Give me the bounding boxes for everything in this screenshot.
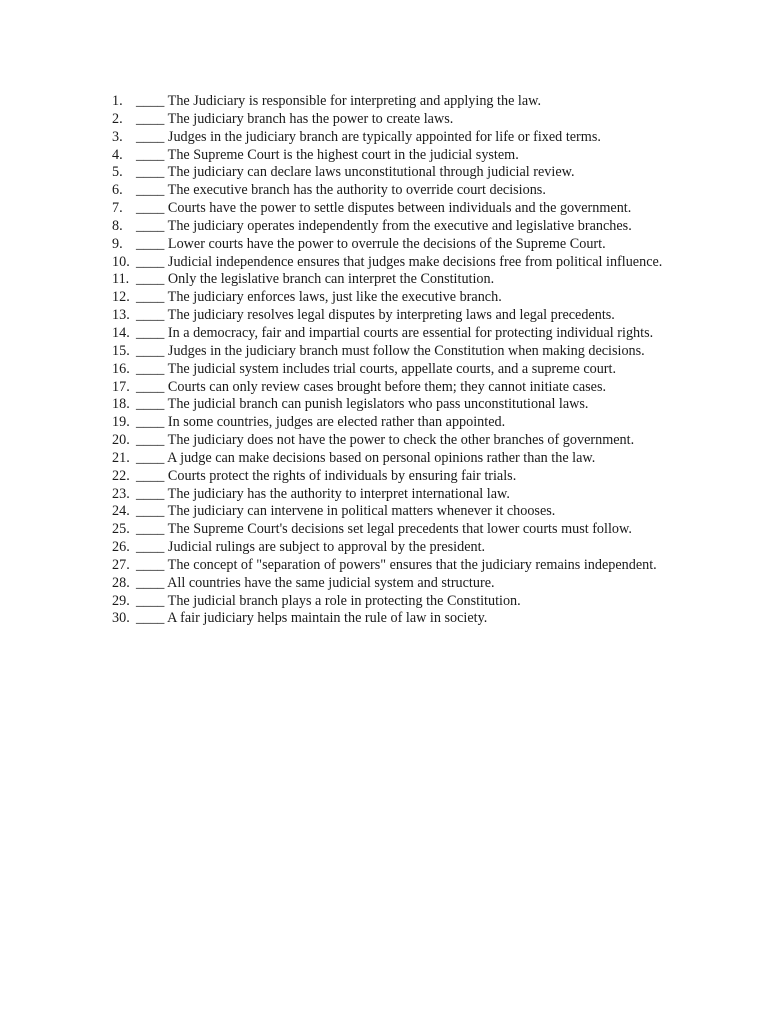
question-text: In some countries, judges are elected rather than appointed. (167, 414, 506, 431)
question-item (112, 182, 682, 200)
answer-blank: ____ (136, 146, 165, 163)
question-number: 25. (112, 521, 130, 538)
question-number: 30. (112, 610, 130, 627)
answer-blank: ____ (136, 271, 165, 288)
answer-blank: ____ (136, 164, 165, 181)
question-text: A judge can make decisions based on personal opinions rather than the law. (167, 449, 596, 466)
question-number: 5. (112, 164, 123, 181)
question-number: 11. (112, 271, 130, 288)
question-body (136, 325, 682, 343)
question-item (112, 325, 682, 343)
question-text: Lower courts have the power to overrule the decisions of the Supreme Court. (167, 235, 606, 252)
answer-blank: ____ (136, 503, 165, 520)
question-item (112, 450, 682, 468)
answer-blank: ____ (136, 110, 165, 127)
question-item (112, 593, 682, 611)
answer-blank: ____ (136, 467, 165, 484)
question-item (112, 521, 682, 539)
question-body (136, 343, 682, 361)
question-number: 23. (112, 485, 130, 502)
answer-blank: ____ (136, 485, 165, 502)
question-number: 6. (112, 182, 123, 199)
answer-blank: ____ (136, 556, 165, 573)
question-number: 26. (112, 539, 130, 556)
question-body (136, 503, 682, 521)
answer-blank: ____ (136, 592, 165, 609)
question-item (112, 147, 682, 165)
question-item (112, 164, 682, 182)
question-text: In a democracy, fair and impartial courts are essential for protecting individual rights. (167, 324, 654, 341)
answer-blank: ____ (136, 200, 165, 217)
question-body (136, 468, 682, 486)
question-number: 18. (112, 396, 130, 413)
question-list (112, 93, 682, 628)
question-body (136, 307, 682, 325)
question-body (136, 539, 682, 557)
question-text: Only the legislative branch can interpret the Constitution. (167, 271, 495, 288)
question-text: The concept of "separation of powers" ensures that the judiciary remains independent. (167, 556, 657, 573)
question-number: 9. (112, 235, 123, 252)
question-text: The judiciary enforces laws, just like the executive branch. (167, 289, 502, 306)
question-number: 27. (112, 556, 130, 573)
question-body (136, 200, 682, 218)
question-text: The judiciary operates independently from the executive and legislative branches. (167, 217, 632, 234)
question-number: 10. (112, 253, 130, 270)
question-item (112, 200, 682, 218)
question-item (112, 486, 682, 504)
answer-blank: ____ (136, 217, 165, 234)
question-body (136, 379, 682, 397)
question-item (112, 271, 682, 289)
question-body (136, 610, 682, 628)
question-text: The judiciary resolves legal disputes by interpreting laws and legal precedents. (167, 307, 615, 324)
question-text: The Supreme Court's decisions set legal precedents that lower courts must follow. (167, 521, 632, 538)
question-item (112, 289, 682, 307)
question-body (136, 93, 682, 111)
answer-blank: ____ (136, 235, 165, 252)
question-text: The judicial branch can punish legislators who pass unconstitutional laws. (167, 396, 589, 413)
question-item (112, 307, 682, 325)
question-text: Judicial independence ensures that judges make decisions free from political influence. (167, 253, 663, 270)
question-item (112, 379, 682, 397)
question-item (112, 610, 682, 628)
question-item (112, 218, 682, 236)
answer-blank: ____ (136, 521, 165, 538)
question-body (136, 164, 682, 182)
question-item (112, 254, 682, 272)
question-text: The judiciary has the authority to interpret international law. (167, 485, 510, 502)
question-item (112, 575, 682, 593)
question-item (112, 432, 682, 450)
answer-blank: ____ (136, 182, 165, 199)
question-text: The judiciary branch has the power to create laws. (167, 110, 454, 127)
question-body (136, 254, 682, 272)
question-body (136, 575, 682, 593)
question-item (112, 396, 682, 414)
question-body (136, 182, 682, 200)
question-number: 3. (112, 128, 123, 145)
question-number: 4. (112, 146, 123, 163)
question-number: 8. (112, 217, 123, 234)
question-body (136, 521, 682, 539)
question-body (136, 129, 682, 147)
answer-blank: ____ (136, 396, 165, 413)
answer-blank: ____ (136, 324, 165, 341)
question-text: Courts protect the rights of individuals by ensuring fair trials. (167, 467, 517, 484)
question-text: A fair judiciary helps maintain the rule of law in society. (167, 610, 488, 627)
question-number: 12. (112, 289, 130, 306)
question-number: 7. (112, 200, 123, 217)
question-number: 24. (112, 503, 130, 520)
answer-blank: ____ (136, 610, 165, 627)
question-number: 16. (112, 360, 130, 377)
question-body (136, 414, 682, 432)
question-text: The executive branch has the authority to override court decisions. (167, 182, 546, 199)
answer-blank: ____ (136, 307, 165, 324)
answer-blank: ____ (136, 342, 165, 359)
question-text: The judicial system includes trial courts, appellate courts, and a supreme court. (167, 360, 617, 377)
question-item (112, 361, 682, 379)
question-item (112, 414, 682, 432)
question-body (136, 147, 682, 165)
question-body (136, 486, 682, 504)
answer-blank: ____ (136, 93, 165, 109)
question-body (136, 557, 682, 575)
question-item (112, 343, 682, 361)
question-number: 21. (112, 449, 130, 466)
question-text: Judges in the judiciary branch are typically appointed for life or fixed terms. (167, 128, 601, 145)
question-text: The judicial branch plays a role in protecting the Constitution. (167, 592, 521, 609)
answer-blank: ____ (136, 574, 165, 591)
answer-blank: ____ (136, 289, 165, 306)
question-number: 14. (112, 324, 130, 341)
question-text: Courts have the power to settle disputes between individuals and the government. (167, 200, 632, 217)
question-text: Courts can only review cases brought before them; they cannot initiate cases. (167, 378, 607, 395)
answer-blank: ____ (136, 360, 165, 377)
question-body (136, 432, 682, 450)
question-body (136, 289, 682, 307)
question-body (136, 361, 682, 379)
question-item (112, 468, 682, 486)
question-item (112, 129, 682, 147)
question-body (136, 218, 682, 236)
question-text: The Supreme Court is the highest court in the judicial system. (167, 146, 519, 163)
question-body (136, 396, 682, 414)
answer-blank: ____ (136, 432, 165, 449)
question-number: 29. (112, 592, 130, 609)
question-body (136, 236, 682, 254)
question-number: 13. (112, 307, 130, 324)
question-item (112, 93, 682, 111)
answer-blank: ____ (136, 253, 165, 270)
answer-blank: ____ (136, 539, 165, 556)
question-body (136, 271, 682, 289)
question-text: The judiciary can declare laws unconstitutional through judicial review. (167, 164, 575, 181)
question-text: All countries have the same judicial system and structure. (167, 574, 495, 591)
question-number: 28. (112, 574, 130, 591)
question-text: The judiciary does not have the power to check the other branches of government. (167, 432, 635, 449)
question-number: 2. (112, 110, 123, 127)
answer-blank: ____ (136, 378, 165, 395)
question-body (136, 450, 682, 468)
answer-blank: ____ (136, 414, 165, 431)
question-text: The Judiciary is responsible for interpreting and applying the law. (167, 93, 542, 109)
question-text: Judges in the judiciary branch must follow the Constitution when making decisions. (167, 342, 645, 359)
question-item (112, 111, 682, 129)
question-text: Judicial rulings are subject to approval by the president. (167, 539, 486, 556)
question-item (112, 539, 682, 557)
answer-blank: ____ (136, 128, 165, 145)
question-body (136, 111, 682, 129)
question-number: 1. (112, 93, 123, 109)
answer-blank: ____ (136, 449, 165, 466)
question-item (112, 236, 682, 254)
question-number: 15. (112, 342, 130, 359)
question-number: 22. (112, 467, 130, 484)
question-item (112, 557, 682, 575)
question-text: The judiciary can intervene in political matters whenever it chooses. (167, 503, 556, 520)
question-body (136, 593, 682, 611)
question-number: 17. (112, 378, 130, 395)
question-item (112, 503, 682, 521)
question-number: 19. (112, 414, 130, 431)
question-number: 20. (112, 432, 130, 449)
